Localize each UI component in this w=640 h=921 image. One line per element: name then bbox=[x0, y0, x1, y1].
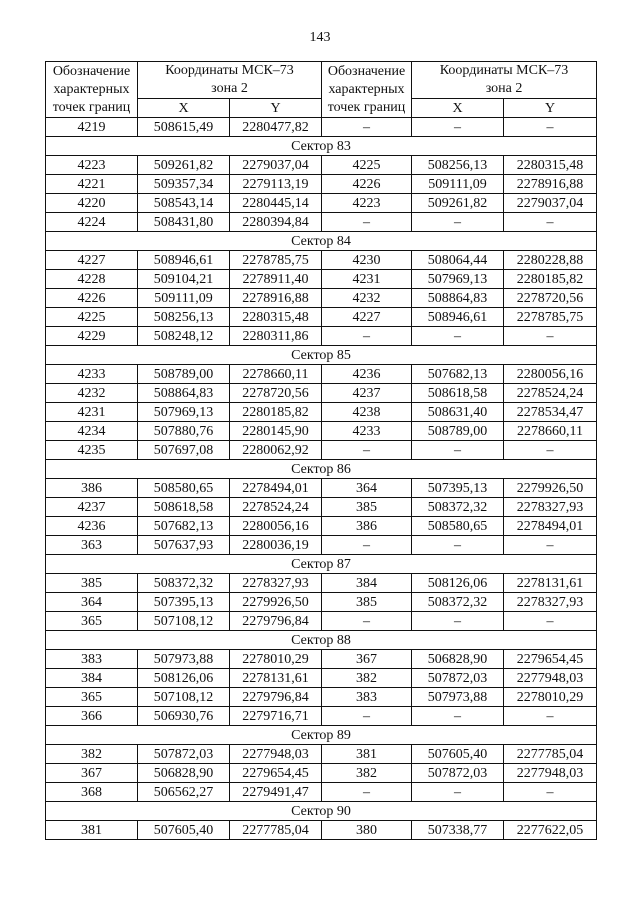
point-id-left: 4229 bbox=[46, 327, 138, 346]
point-id-right: – bbox=[322, 783, 412, 802]
sector-row bbox=[46, 460, 597, 479]
y-coord-right: – bbox=[504, 441, 597, 460]
point-id-left: 365 bbox=[46, 688, 138, 707]
y-coord-left: 2278010,29 bbox=[230, 650, 322, 669]
x-coord-right: 509261,82 bbox=[412, 194, 504, 213]
point-id-right: – bbox=[322, 441, 412, 460]
sector-label: Сектор 85 bbox=[46, 346, 597, 365]
table-row bbox=[46, 479, 597, 498]
x-coord-left: 508256,13 bbox=[138, 308, 230, 327]
x-coord-right: 508864,83 bbox=[412, 289, 504, 308]
point-id-left: 4228 bbox=[46, 270, 138, 289]
point-id-right: 385 bbox=[322, 498, 412, 517]
y-coord-left: 2277948,03 bbox=[230, 745, 322, 764]
y-coord-right: 2280228,88 bbox=[504, 251, 597, 270]
y-coord-left: 2279113,19 bbox=[230, 175, 322, 194]
y-coord-right: 2278131,61 bbox=[504, 574, 597, 593]
y-coord-left: 2278524,24 bbox=[230, 498, 322, 517]
point-id-right: 386 bbox=[322, 517, 412, 536]
x-coord-right: – bbox=[412, 213, 504, 232]
point-id-left: 381 bbox=[46, 821, 138, 840]
table-row bbox=[46, 403, 597, 422]
sector-label: Сектор 87 bbox=[46, 555, 597, 574]
table-row bbox=[46, 783, 597, 802]
x-coord-left: 508864,83 bbox=[138, 384, 230, 403]
y-coord-left: 2280445,14 bbox=[230, 194, 322, 213]
x-coord-left: 508946,61 bbox=[138, 251, 230, 270]
sector-label: Сектор 90 bbox=[46, 802, 597, 821]
point-id-left: 4231 bbox=[46, 403, 138, 422]
point-id-left: 384 bbox=[46, 669, 138, 688]
y-coord-right: 2279654,45 bbox=[504, 650, 597, 669]
x-coord-left: 507108,12 bbox=[138, 688, 230, 707]
y-coord-left: 2280185,82 bbox=[230, 403, 322, 422]
x-coord-right: 507682,13 bbox=[412, 365, 504, 384]
y-coord-right: 2278720,56 bbox=[504, 289, 597, 308]
x-coord-left: 507108,12 bbox=[138, 612, 230, 631]
table-row bbox=[46, 745, 597, 764]
x-coord-right: 508372,32 bbox=[412, 593, 504, 612]
y-coord-right: 2277785,04 bbox=[504, 745, 597, 764]
point-id-right: 4223 bbox=[322, 194, 412, 213]
y-coord-right: – bbox=[504, 327, 597, 346]
x-coord-left: 507682,13 bbox=[138, 517, 230, 536]
table-row bbox=[46, 821, 597, 840]
sector-row bbox=[46, 232, 597, 251]
point-id-right: 4233 bbox=[322, 422, 412, 441]
point-id-right: 367 bbox=[322, 650, 412, 669]
x-header-right: X bbox=[412, 99, 504, 118]
x-coord-left: 508126,06 bbox=[138, 669, 230, 688]
x-coord-right: – bbox=[412, 612, 504, 631]
point-id-left: 383 bbox=[46, 650, 138, 669]
x-coord-right: 508126,06 bbox=[412, 574, 504, 593]
x-coord-left: 506828,90 bbox=[138, 764, 230, 783]
point-id-right: 381 bbox=[322, 745, 412, 764]
x-coord-right: 507973,88 bbox=[412, 688, 504, 707]
x-coord-right: 508372,32 bbox=[412, 498, 504, 517]
table-row bbox=[46, 517, 597, 536]
point-id-left: 4225 bbox=[46, 308, 138, 327]
table-row bbox=[46, 308, 597, 327]
point-id-right: 4227 bbox=[322, 308, 412, 327]
x-coord-left: 507969,13 bbox=[138, 403, 230, 422]
y-coord-right: 2278524,24 bbox=[504, 384, 597, 403]
y-coord-left: 2280315,48 bbox=[230, 308, 322, 327]
point-id-left: 4226 bbox=[46, 289, 138, 308]
point-id-left: 364 bbox=[46, 593, 138, 612]
table-row bbox=[46, 270, 597, 289]
point-id-right: 4225 bbox=[322, 156, 412, 175]
sector-row bbox=[46, 631, 597, 650]
y-coord-left: 2280062,92 bbox=[230, 441, 322, 460]
y-coord-left: 2279654,45 bbox=[230, 764, 322, 783]
table-row bbox=[46, 593, 597, 612]
table-row bbox=[46, 175, 597, 194]
point-id-right: – bbox=[322, 612, 412, 631]
point-id-left: 366 bbox=[46, 707, 138, 726]
coordinates-table bbox=[45, 61, 597, 840]
y-coord-right: – bbox=[504, 118, 597, 137]
x-coord-right: 507338,77 bbox=[412, 821, 504, 840]
x-coord-left: 507637,93 bbox=[138, 536, 230, 555]
point-id-left: 4237 bbox=[46, 498, 138, 517]
point-id-left: 4223 bbox=[46, 156, 138, 175]
y-coord-right: 2277622,05 bbox=[504, 821, 597, 840]
x-coord-left: 509104,21 bbox=[138, 270, 230, 289]
y-coord-left: 2280056,16 bbox=[230, 517, 322, 536]
point-id-left: 4219 bbox=[46, 118, 138, 137]
table-row bbox=[46, 650, 597, 669]
y-coord-left: 2279796,84 bbox=[230, 688, 322, 707]
point-id-right: 382 bbox=[322, 764, 412, 783]
table-row bbox=[46, 213, 597, 232]
y-coord-right: – bbox=[504, 213, 597, 232]
y-coord-left: 2278720,56 bbox=[230, 384, 322, 403]
sector-label: Сектор 88 bbox=[46, 631, 597, 650]
y-coord-left: 2280311,86 bbox=[230, 327, 322, 346]
x-coord-left: 509357,34 bbox=[138, 175, 230, 194]
point-id-left: 4227 bbox=[46, 251, 138, 270]
x-coord-right: – bbox=[412, 707, 504, 726]
table-row bbox=[46, 612, 597, 631]
x-coord-right: 508946,61 bbox=[412, 308, 504, 327]
point-id-right: 4237 bbox=[322, 384, 412, 403]
y-coord-left: 2278785,75 bbox=[230, 251, 322, 270]
y-coord-left: 2278660,11 bbox=[230, 365, 322, 384]
table-row bbox=[46, 574, 597, 593]
coords-header-left: Координаты МСК–73 зона 2 bbox=[138, 62, 322, 99]
point-id-right: 364 bbox=[322, 479, 412, 498]
x-coord-right: 508256,13 bbox=[412, 156, 504, 175]
sector-row bbox=[46, 555, 597, 574]
x-coord-right: 508631,40 bbox=[412, 403, 504, 422]
y-coord-right: 2278327,93 bbox=[504, 593, 597, 612]
y-coord-left: 2278131,61 bbox=[230, 669, 322, 688]
coords-header-right: Координаты МСК–73 зона 2 bbox=[412, 62, 597, 99]
table-row bbox=[46, 251, 597, 270]
x-coord-left: 507973,88 bbox=[138, 650, 230, 669]
y-coord-left: 2280477,82 bbox=[230, 118, 322, 137]
table-row bbox=[46, 156, 597, 175]
y-coord-left: 2279037,04 bbox=[230, 156, 322, 175]
point-id-right: – bbox=[322, 707, 412, 726]
point-id-left: 368 bbox=[46, 783, 138, 802]
point-id-right: 4226 bbox=[322, 175, 412, 194]
x-coord-left: 508543,14 bbox=[138, 194, 230, 213]
point-id-right: 382 bbox=[322, 669, 412, 688]
sector-row bbox=[46, 802, 597, 821]
point-id-left: 4235 bbox=[46, 441, 138, 460]
x-coord-right: 508580,65 bbox=[412, 517, 504, 536]
y-coord-left: 2278916,88 bbox=[230, 289, 322, 308]
y-coord-right: 2278660,11 bbox=[504, 422, 597, 441]
table-row bbox=[46, 669, 597, 688]
point-id-right: 385 bbox=[322, 593, 412, 612]
x-coord-right: 507872,03 bbox=[412, 764, 504, 783]
y-coord-left: 2278494,01 bbox=[230, 479, 322, 498]
point-id-right: 4230 bbox=[322, 251, 412, 270]
x-coord-right: 508064,44 bbox=[412, 251, 504, 270]
point-id-right: – bbox=[322, 327, 412, 346]
sector-row bbox=[46, 137, 597, 156]
x-coord-left: 509261,82 bbox=[138, 156, 230, 175]
point-id-right: 384 bbox=[322, 574, 412, 593]
point-id-left: 367 bbox=[46, 764, 138, 783]
x-coord-right: 507605,40 bbox=[412, 745, 504, 764]
x-coord-left: 508789,00 bbox=[138, 365, 230, 384]
y-coord-right: 2278327,93 bbox=[504, 498, 597, 517]
x-coord-right: 506828,90 bbox=[412, 650, 504, 669]
sector-label: Сектор 83 bbox=[46, 137, 597, 156]
y-coord-right: 2278534,47 bbox=[504, 403, 597, 422]
point-label-header-left: Обозначение характерных точек границ bbox=[46, 62, 138, 118]
y-coord-right: – bbox=[504, 707, 597, 726]
y-coord-left: 2280036,19 bbox=[230, 536, 322, 555]
table-row bbox=[46, 536, 597, 555]
y-coord-left: 2279716,71 bbox=[230, 707, 322, 726]
x-coord-right: – bbox=[412, 118, 504, 137]
x-coord-left: 506562,27 bbox=[138, 783, 230, 802]
point-id-left: 386 bbox=[46, 479, 138, 498]
point-id-right: – bbox=[322, 213, 412, 232]
y-coord-left: 2280394,84 bbox=[230, 213, 322, 232]
y-coord-right: – bbox=[504, 612, 597, 631]
y-coord-right: 2280315,48 bbox=[504, 156, 597, 175]
x-header-left: X bbox=[138, 99, 230, 118]
table-row bbox=[46, 289, 597, 308]
sector-label: Сектор 84 bbox=[46, 232, 597, 251]
point-id-right: 4232 bbox=[322, 289, 412, 308]
table-row bbox=[46, 327, 597, 346]
x-coord-left: 508618,58 bbox=[138, 498, 230, 517]
y-header-left: Y bbox=[230, 99, 322, 118]
y-coord-right: 2278494,01 bbox=[504, 517, 597, 536]
x-coord-right: – bbox=[412, 327, 504, 346]
x-coord-left: 508248,12 bbox=[138, 327, 230, 346]
table-row bbox=[46, 118, 597, 137]
x-coord-right: – bbox=[412, 783, 504, 802]
table-row bbox=[46, 422, 597, 441]
table-row bbox=[46, 194, 597, 213]
y-coord-right: 2279037,04 bbox=[504, 194, 597, 213]
y-header-right: Y bbox=[504, 99, 597, 118]
x-coord-right: 508789,00 bbox=[412, 422, 504, 441]
table-row bbox=[46, 707, 597, 726]
table-row bbox=[46, 688, 597, 707]
point-id-left: 4221 bbox=[46, 175, 138, 194]
point-id-left: 382 bbox=[46, 745, 138, 764]
point-id-right: 383 bbox=[322, 688, 412, 707]
point-id-right: 4238 bbox=[322, 403, 412, 422]
x-coord-left: 507395,13 bbox=[138, 593, 230, 612]
y-coord-left: 2279796,84 bbox=[230, 612, 322, 631]
point-id-right: 4236 bbox=[322, 365, 412, 384]
point-id-right: – bbox=[322, 536, 412, 555]
table-row bbox=[46, 764, 597, 783]
x-coord-left: 507872,03 bbox=[138, 745, 230, 764]
y-coord-right: 2278916,88 bbox=[504, 175, 597, 194]
x-coord-left: 508431,80 bbox=[138, 213, 230, 232]
x-coord-left: 508372,32 bbox=[138, 574, 230, 593]
x-coord-right: 507395,13 bbox=[412, 479, 504, 498]
x-coord-right: 507872,03 bbox=[412, 669, 504, 688]
x-coord-left: 508615,49 bbox=[138, 118, 230, 137]
point-id-left: 4220 bbox=[46, 194, 138, 213]
x-coord-left: 507697,08 bbox=[138, 441, 230, 460]
sector-row bbox=[46, 346, 597, 365]
x-coord-right: 509111,09 bbox=[412, 175, 504, 194]
x-coord-left: 507880,76 bbox=[138, 422, 230, 441]
y-coord-left: 2280145,90 bbox=[230, 422, 322, 441]
y-coord-right: 2277948,03 bbox=[504, 764, 597, 783]
x-coord-right: 508618,58 bbox=[412, 384, 504, 403]
y-coord-right: – bbox=[504, 783, 597, 802]
x-coord-right: 507969,13 bbox=[412, 270, 504, 289]
page-number: 143 bbox=[309, 30, 331, 45]
point-label-header-right: Обозначение характерных точек границ bbox=[322, 62, 412, 118]
x-coord-left: 506930,76 bbox=[138, 707, 230, 726]
point-id-left: 363 bbox=[46, 536, 138, 555]
y-coord-left: 2279491,47 bbox=[230, 783, 322, 802]
y-coord-left: 2279926,50 bbox=[230, 593, 322, 612]
sector-label: Сектор 86 bbox=[46, 460, 597, 479]
table-row bbox=[46, 441, 597, 460]
table-row bbox=[46, 384, 597, 403]
point-id-right: 380 bbox=[322, 821, 412, 840]
point-id-right: – bbox=[322, 118, 412, 137]
y-coord-right: – bbox=[504, 536, 597, 555]
table-row bbox=[46, 365, 597, 384]
y-coord-left: 2277785,04 bbox=[230, 821, 322, 840]
x-coord-right: – bbox=[412, 536, 504, 555]
point-id-left: 4224 bbox=[46, 213, 138, 232]
y-coord-right: 2279926,50 bbox=[504, 479, 597, 498]
x-coord-left: 507605,40 bbox=[138, 821, 230, 840]
x-coord-left: 509111,09 bbox=[138, 289, 230, 308]
point-id-left: 4236 bbox=[46, 517, 138, 536]
table-body bbox=[46, 118, 597, 840]
y-coord-left: 2278911,40 bbox=[230, 270, 322, 289]
point-id-left: 4233 bbox=[46, 365, 138, 384]
y-coord-right: 2280185,82 bbox=[504, 270, 597, 289]
y-coord-right: 2278785,75 bbox=[504, 308, 597, 327]
point-id-left: 365 bbox=[46, 612, 138, 631]
point-id-left: 4232 bbox=[46, 384, 138, 403]
sector-label: Сектор 89 bbox=[46, 726, 597, 745]
y-coord-right: 2280056,16 bbox=[504, 365, 597, 384]
x-coord-right: – bbox=[412, 441, 504, 460]
x-coord-left: 508580,65 bbox=[138, 479, 230, 498]
y-coord-left: 2278327,93 bbox=[230, 574, 322, 593]
sector-row bbox=[46, 726, 597, 745]
point-id-left: 4234 bbox=[46, 422, 138, 441]
table-row bbox=[46, 498, 597, 517]
point-id-left: 385 bbox=[46, 574, 138, 593]
point-id-right: 4231 bbox=[322, 270, 412, 289]
y-coord-right: 2277948,03 bbox=[504, 669, 597, 688]
y-coord-right: 2278010,29 bbox=[504, 688, 597, 707]
